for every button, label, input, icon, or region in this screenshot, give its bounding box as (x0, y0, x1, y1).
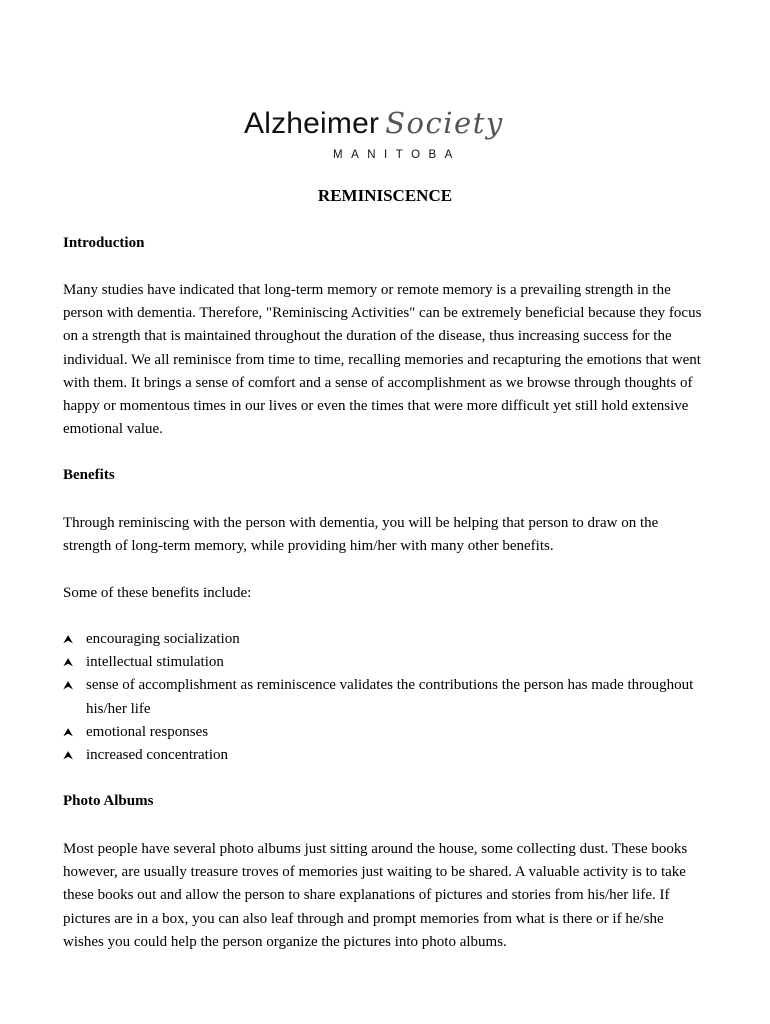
heading-benefits: Benefits (63, 467, 115, 483)
arrowhead-bullet-icon: ⮝ (63, 748, 74, 763)
paragraph-photo-albums: Most people have several photo albums just sitting around the house, some collecting dust. These books however, are usually treasure troves of memories just waiting to be shared. A valuable activity is to take these books out and allow the person to share explanations of pictures and stories from his/her life. If pictures are in a box, you can also leaf through and prompt memories from what is there or if he/she wishes you could help the person organize the pictures into photo albums. (63, 841, 688, 950)
list-item (63, 628, 703, 651)
document-title: REMINISCENCE (317, 186, 453, 205)
list-item-text: sense of accomplishment as reminiscence validates the contributions the person has made throughout his/her life (86, 677, 694, 717)
logo-region: MANITOBA (333, 149, 461, 161)
list-item (63, 674, 703, 720)
list-item-text: emotional responses (86, 723, 209, 740)
heading-photo-albums: Photo Albums (63, 793, 154, 809)
paragraph-benefits: Through reminiscing with the person with dementia, you will be helping that person to draw on the strength of long-term memory, while providing him/her with many other benefits. (63, 515, 659, 555)
list-item (63, 721, 703, 744)
list-item-text: increased concentration (86, 747, 229, 764)
paragraph-introduction: Many studies have indicated that long-term memory or remote memory is a prevailing strength in the person with dementia. Therefore, "Reminiscing Activities" can be extremely beneficial because they focus on a strength that is maintained throughout the duration of the disease, thus increasing success for the individual. We all reminisce from time to time, recalling memories and recapturing the emotions that went with them. It brings a sense of comfort and a sense of accomplishment as we browse through thoughts of happy or momentous times in our lives or even the times that were more difficult yet still hold extensive emotional value. (63, 282, 702, 438)
arrowhead-bullet-icon: ⮝ (63, 678, 74, 693)
alzheimer-society-logo (0, 106, 770, 166)
list-item-text: encouraging socialization (86, 631, 240, 647)
arrowhead-bullet-icon: ⮝ (63, 655, 74, 670)
benefits-list (63, 628, 703, 767)
heading-introduction: Introduction (63, 235, 145, 251)
list-item (63, 744, 703, 767)
arrowhead-bullet-icon: ⮝ (63, 724, 74, 739)
benefits-lead-in: Some of these benefits include: (63, 585, 252, 601)
logo-brand-script: Society (385, 106, 504, 140)
arrowhead-bullet-icon: ⮝ (63, 632, 74, 646)
logo-wordmark (244, 106, 504, 141)
list-item (63, 651, 703, 674)
logo-brand: Alzheimer (244, 107, 380, 140)
list-item-text: intellectual stimulation (86, 654, 224, 671)
